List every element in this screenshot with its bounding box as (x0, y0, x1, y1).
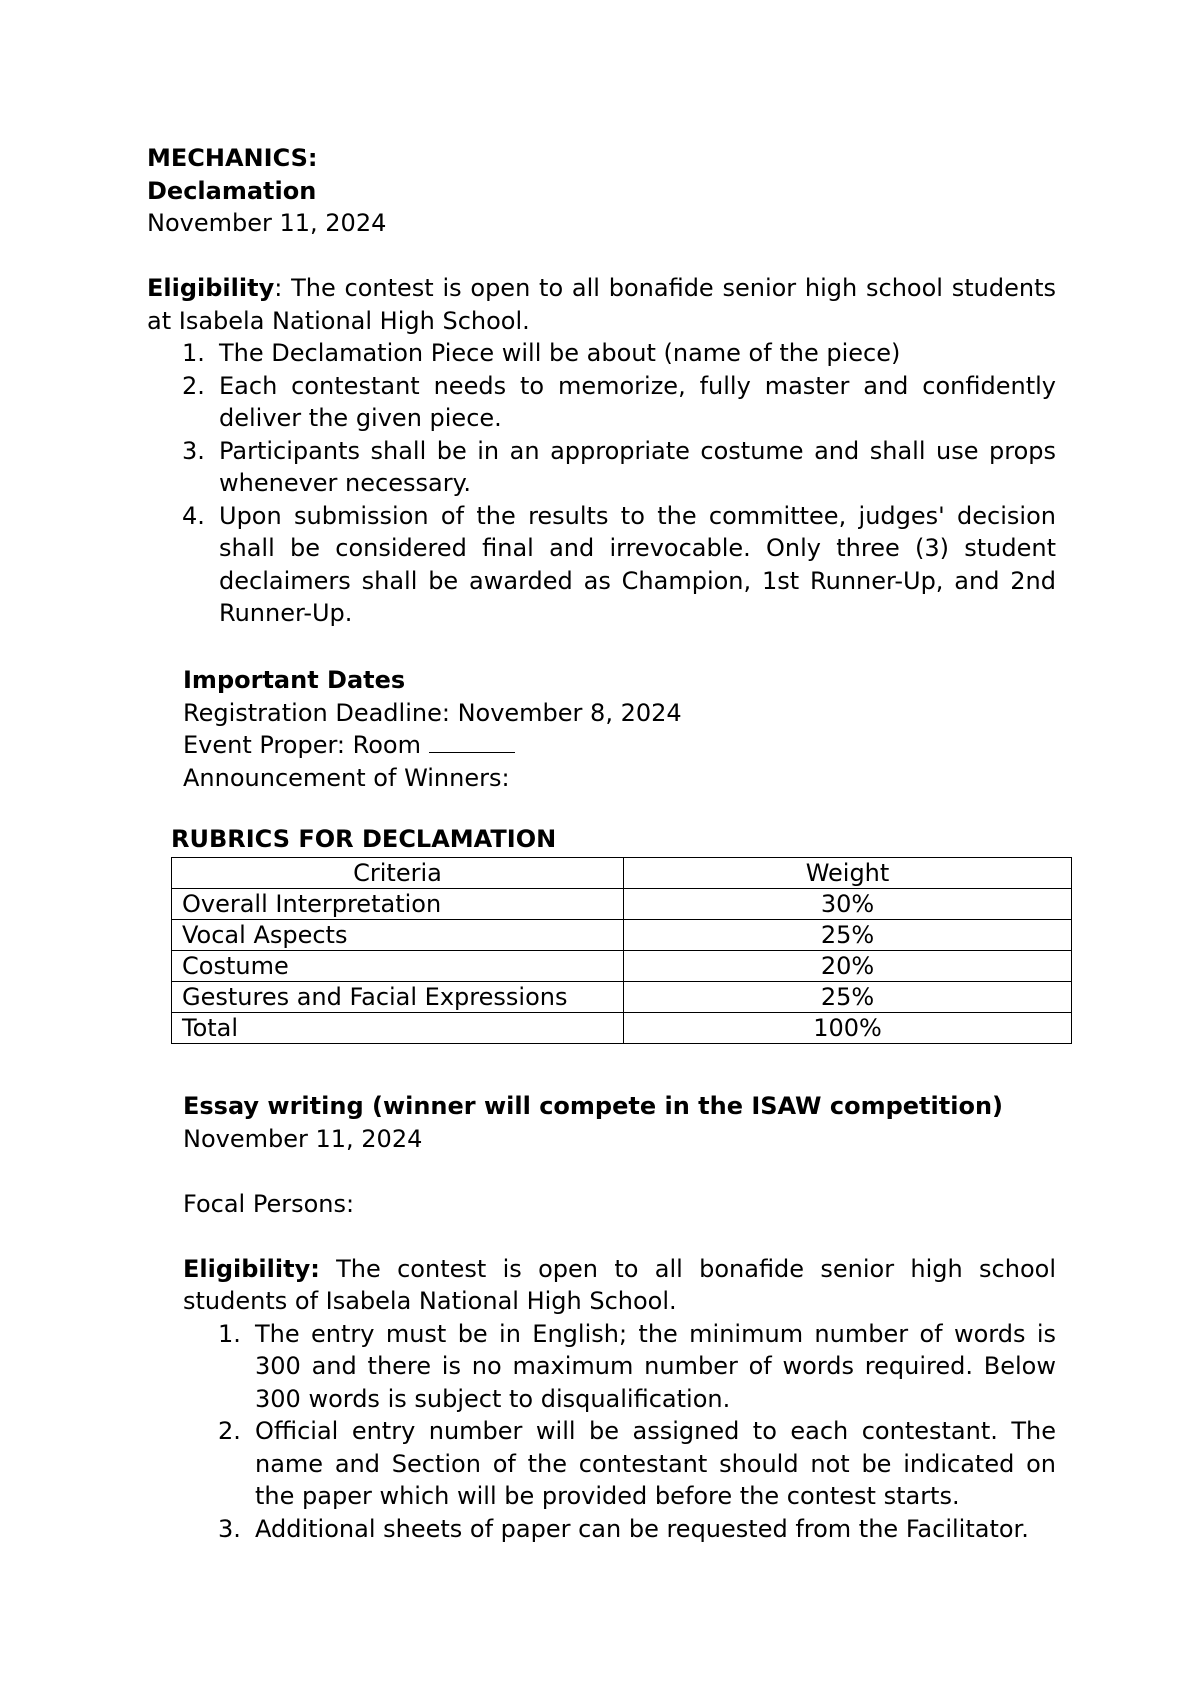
eligibility-text: : The contest is open to all bonafide senior high school students at Isabela National High School. (147, 274, 1056, 335)
weight-header: Weight (624, 857, 1072, 888)
declamation-title: Declamation (147, 176, 317, 205)
list-number: 2. (182, 371, 205, 400)
table-header-row (172, 857, 1072, 888)
list-item (147, 435, 1056, 500)
rubrics-section (171, 823, 1071, 1044)
list-text: Official entry number will be assigned to each contestant. The name and Section of the contestant should not be indicated on the paper which will be provided before the contest starts. (255, 1417, 1056, 1510)
focal-persons: Focal Persons: (183, 1189, 355, 1218)
list-item (147, 370, 1056, 435)
list-number: 3. (218, 1514, 241, 1543)
list-text: Upon submission of the results to the committee, judges' decision shall be considered final and irrevocable. Only three (3) student declaimers shall be awarded as Champion, 1st Runner-Up, and 2nd Runner-Up. (219, 501, 1056, 627)
table-row (172, 919, 1072, 950)
criteria-cell: Total (172, 1012, 624, 1043)
list-item (147, 337, 1056, 370)
list-text: Participants shall be in an appropriate costume and shall use props whenever necessary. (219, 436, 1056, 497)
list-item (183, 1318, 1056, 1416)
event-proper-line (183, 729, 1056, 762)
essay-rules-list (183, 1318, 1056, 1546)
criteria-cell: Gestures and Facial Expressions (172, 981, 624, 1012)
rubrics-title: RUBRICS FOR DECLAMATION (171, 825, 557, 853)
weight-cell: 20% (624, 950, 1072, 981)
rubrics-table (171, 857, 1072, 1044)
declamation-eligibility (147, 272, 1056, 337)
eligibility-label: Eligibility (147, 274, 275, 302)
weight-cell: 30% (624, 888, 1072, 919)
event-proper-text: Event Proper: Room (183, 731, 421, 759)
essay-heading: Essay writing (winner will compete in the ISAW competition) (183, 1092, 1003, 1120)
eligibility-label: Eligibility: (183, 1254, 320, 1283)
table-row (172, 888, 1072, 919)
registration-deadline: Registration Deadline: November 8, 2024 (183, 698, 682, 727)
list-number: 1. (218, 1319, 241, 1348)
table-row (172, 950, 1072, 981)
essay-date: November 11, 2024 (183, 1124, 423, 1153)
essay-section (183, 1090, 1056, 1545)
weight-cell: 100% (624, 1012, 1072, 1043)
list-number: 2. (218, 1417, 241, 1445)
criteria-cell: Vocal Aspects (172, 919, 624, 950)
blank-line (429, 730, 515, 753)
list-text: Each contestant needs to memorize, fully master and confidently deliver the given piece. (219, 371, 1056, 432)
table-row (172, 981, 1072, 1012)
list-item (183, 1415, 1056, 1513)
mechanics-heading: MECHANICS: (147, 144, 318, 172)
list-text: The Declamation Piece will be about (name of the piece) (219, 339, 901, 367)
declamation-section (147, 142, 1056, 630)
important-dates-section (183, 664, 1056, 794)
list-text: Additional sheets of paper can be requested from the Facilitator. (255, 1514, 1029, 1543)
table-row (172, 1012, 1072, 1043)
list-item (183, 1513, 1056, 1546)
list-number: 1. (182, 339, 205, 367)
important-dates-heading: Important Dates (183, 666, 406, 694)
criteria-cell: Costume (172, 950, 624, 981)
declamation-rules-list (147, 337, 1056, 630)
weight-cell: 25% (624, 981, 1072, 1012)
list-item (147, 500, 1056, 630)
criteria-cell: Overall Interpretation (172, 888, 624, 919)
list-text: The entry must be in English; the minimum number of words is 300 and there is no maximum number of words required. Below 300 words is subject to disqualification. (255, 1319, 1056, 1413)
announcement-of-winners: Announcement of Winners: (183, 763, 510, 792)
eligibility-text: The contest is open to all bonafide senior high school students of Isabela National High School. (183, 1254, 1056, 1315)
list-number: 4. (182, 501, 205, 530)
list-number: 3. (182, 436, 205, 465)
criteria-header: Criteria (172, 857, 624, 888)
essay-eligibility (183, 1253, 1056, 1318)
weight-cell: 25% (624, 919, 1072, 950)
declamation-date: November 11, 2024 (147, 209, 387, 237)
